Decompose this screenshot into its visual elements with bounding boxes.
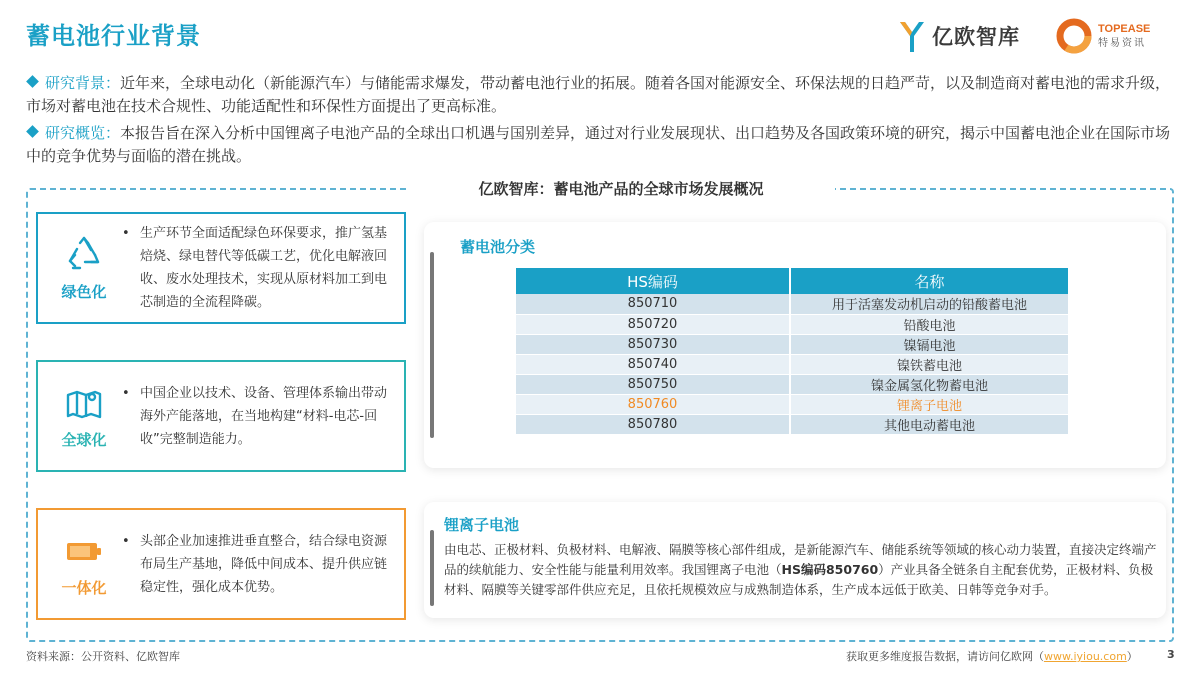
box-label: 绿色化 — [61, 282, 107, 301]
source-note: 资料来源：公开资料、亿欧智库 — [26, 650, 180, 663]
footer-more — [846, 648, 1138, 664]
hs-name: 锂离子电池 — [790, 394, 1068, 414]
hs-code: 850760 — [516, 394, 790, 414]
bullet-label: 研究概览： — [45, 124, 121, 142]
topease-logo — [1056, 18, 1150, 54]
hs-name: 铅酸电池 — [790, 314, 1068, 334]
table-row — [516, 334, 1068, 354]
accent-bar — [430, 252, 434, 438]
hs-name: 镍金属氢化物蓄电池 — [790, 374, 1068, 394]
lithium-text-part: ）产业具备全链条自主配套优势，正极材料、负极材料、隔膜等关键零部件供应充足，且依托规模效应与成熟制造体系，生产成本远低于欧美、日韩等竞争对手。 — [444, 562, 1154, 597]
table-header: HS编码 — [516, 268, 790, 294]
hs-code: 850710 — [516, 294, 790, 314]
lithium-hs-code: HS编码850760 — [781, 562, 879, 577]
map-icon — [64, 383, 104, 423]
table-row — [516, 314, 1068, 334]
hs-code: 850730 — [516, 334, 790, 354]
yiou-logo — [898, 18, 1020, 54]
lithium-description — [444, 540, 1158, 600]
footer-url-link[interactable]: www.iyiou.com — [1044, 650, 1127, 663]
box-label: 全球化 — [61, 430, 107, 449]
box-label: 一体化 — [61, 578, 107, 597]
battery-icon — [64, 531, 104, 571]
diamond-bullet-icon — [26, 125, 39, 138]
trend-box-green: 绿色化 • 生产环节全面适配绿色环保要求，推广氢基焙烧、绿电替代等低碳工艺，优化电解液回收、废水处理技术，实现从原材料加工到电芯制造的全流程降碳。 — [36, 212, 406, 324]
topease-cn: 特易资讯 — [1098, 37, 1146, 49]
footer-more-text: 获取更多维度报告数据，请访问亿欧网（ — [846, 650, 1044, 663]
table-row — [516, 354, 1068, 374]
frame-title: 亿欧智库：蓄电池产品的全球市场发展概况 — [407, 178, 835, 200]
lithium-title: 锂离子电池 — [444, 516, 520, 534]
topease-ring-icon — [1056, 18, 1092, 54]
yiou-mark-icon — [898, 18, 926, 54]
box-text: 头部企业加速推进垂直整合，结合绿电资源布局生产基地，降低中间成本、提升供应链稳定性，强化成本优势。 — [140, 533, 388, 595]
hs-name: 镍铁蓄电池 — [790, 354, 1068, 374]
box-text: 中国企业以技术、设备、管理体系输出带动海外产能落地，在当地构建“材料-电芯-回收”完整制造能力。 — [140, 385, 388, 447]
hs-name: 镍镉电池 — [790, 334, 1068, 354]
table-row — [516, 414, 1068, 434]
diamond-bullet-icon — [26, 75, 39, 88]
bullet-label: 研究背景： — [45, 74, 121, 92]
trend-box-global: 全球化 • 中国企业以技术、设备、管理体系输出带动海外产能落地，在当地构建“材料-电芯-回收”完整制造能力。 — [36, 360, 406, 472]
box-text: 生产环节全面适配绿色环保要求，推广氢基焙烧、绿电替代等低碳工艺，优化电解液回收、废水处理技术，实现从原材料加工到电芯制造的全流程降碳。 — [140, 226, 388, 310]
yiou-logo-text: 亿欧智库 — [932, 25, 1020, 49]
bullet-text: 本报告旨在深入分析中国锂离子电池产品的全球出口机遇与国别差异，通过对行业发展现状、出口趋势及各国政策环境的研究，揭示中国蓄电池企业在国际市场中的竞争优势与面临的潜在挑战。 — [26, 124, 1171, 165]
trend-box-integration: 一体化 • 头部企业加速推进垂直整合，结合绿电资源布局生产基地，降低中间成本、提升供应链稳定性，强化成本优势。 — [36, 508, 406, 620]
hs-code: 850750 — [516, 374, 790, 394]
footer-close-paren: ） — [1126, 650, 1138, 663]
hs-name: 用于活塞发动机启动的铅酸蓄电池 — [790, 294, 1068, 314]
bullet-text: 近年来，全球电动化（新能源汽车）与储能需求爆发，带动蓄电池行业的拓展。随着各国对能源安全、环保法规的日趋严苛，以及制造商对蓄电池的需求升级，市场对蓄电池在技术合规性、功能适配性和环保性方面提出了更高标准。 — [26, 74, 1171, 115]
classification-title: 蓄电池分类 — [460, 238, 536, 256]
hs-code: 850740 — [516, 354, 790, 374]
hs-code: 850780 — [516, 414, 790, 434]
hs-name: 其他电动蓄电池 — [790, 414, 1068, 434]
table-row — [516, 294, 1068, 314]
hs-code-table — [516, 268, 1068, 435]
recycle-icon — [64, 235, 104, 275]
lithium-text-part: 由电芯、正极材料、负极材料、电解液、隔膜等核心部件组成，是新能源汽车、储能系统等领域的核心动力装置，直接决定终端产品的续航能力、安全性能与能量利用效率。我国锂离子电池（ — [444, 542, 1157, 577]
topease-en: TOPEASE — [1098, 22, 1151, 35]
research-background — [26, 72, 1176, 118]
table-row-highlighted — [516, 394, 1068, 414]
research-overview — [26, 122, 1176, 168]
table-header: 名称 — [790, 268, 1068, 294]
accent-bar — [430, 530, 434, 606]
page-number: 3 — [1167, 648, 1175, 661]
page-title: 蓄电池行业背景 — [26, 22, 201, 50]
table-row — [516, 374, 1068, 394]
hs-code: 850720 — [516, 314, 790, 334]
